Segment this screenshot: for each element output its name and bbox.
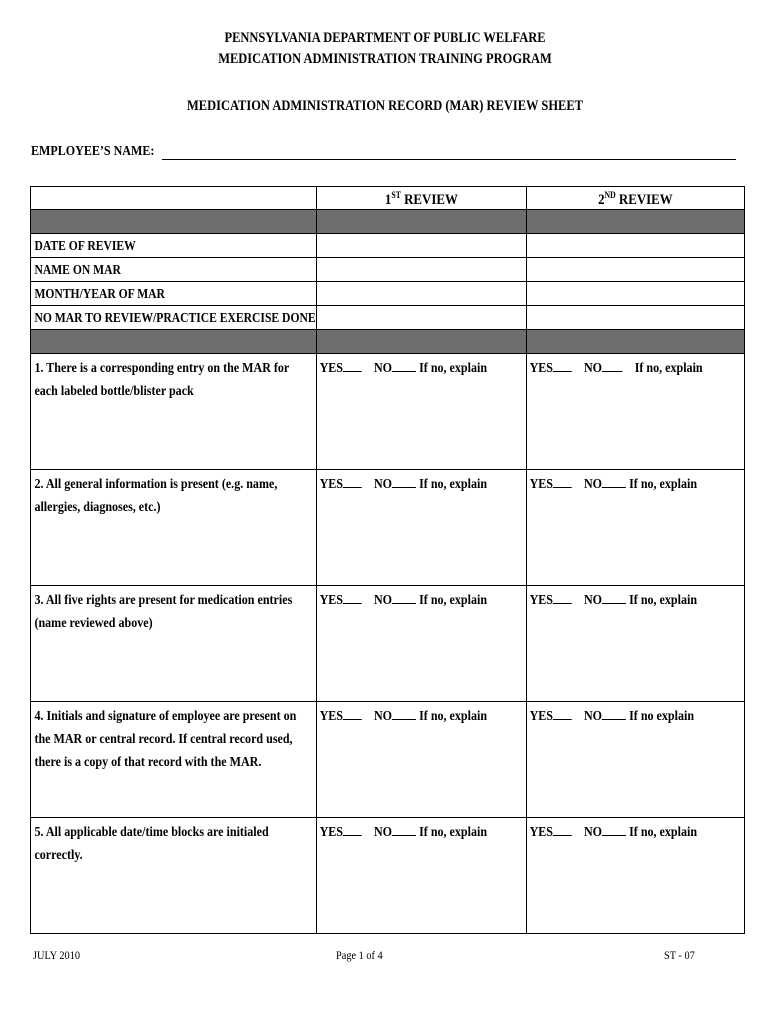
document-subtitle: MEDICATION ADMINISTRATION RECORD (MAR) REVIEW SHEET — [187, 98, 583, 114]
second-review-answer[interactable]: YES NO If no, explain — [527, 470, 745, 586]
footer-date: JULY 2010 — [33, 948, 81, 962]
second-review-answer[interactable]: YES NO If no explain — [527, 702, 745, 818]
shaded-divider-row — [31, 330, 745, 354]
footer-page-number: Page 1 of 4 — [336, 948, 383, 962]
first-review-cell[interactable] — [317, 282, 527, 306]
footer-form-code: ST - 07 — [664, 948, 695, 962]
first-review-answer[interactable]: YES NO If no, explain — [317, 586, 527, 702]
first-review-cell[interactable] — [317, 258, 527, 282]
first-review-cell[interactable] — [317, 234, 527, 258]
second-review-header: 2ND REVIEW — [527, 187, 745, 210]
document-header — [54, 28, 716, 70]
first-review-answer[interactable]: YES NO If no, explain — [317, 354, 527, 470]
page-footer — [0, 948, 770, 968]
info-row — [31, 258, 745, 282]
first-review-answer[interactable]: YES NO If no, explain — [317, 702, 527, 818]
question-row — [31, 586, 745, 702]
table-header-row — [31, 187, 745, 210]
question-text: 3. All five rights are present for medication entries (name reviewed above) — [34, 593, 293, 631]
info-row-label: NO MAR TO REVIEW/PRACTICE EXERCISE DONE — [34, 309, 316, 325]
info-row-label: DATE OF REVIEW — [34, 237, 136, 253]
question-text: 4. Initials and signature of employee are present on the MAR or central record. If central record used, there is a copy of that record with the MAR. — [34, 709, 297, 770]
question-row — [31, 702, 745, 818]
question-text: 5. All applicable date/time blocks are initialed correctly. — [34, 825, 269, 863]
question-row — [31, 818, 745, 934]
header-line-1: PENNSYLVANIA DEPARTMENT OF PUBLIC WELFARE — [224, 30, 546, 46]
employee-name-label: EMPLOYEE’S NAME: — [31, 144, 155, 159]
info-row — [31, 282, 745, 306]
second-review-cell[interactable] — [527, 234, 745, 258]
question-row — [31, 470, 745, 586]
first-review-cell[interactable] — [317, 306, 527, 330]
employee-name-field[interactable] — [162, 145, 737, 160]
second-review-cell[interactable] — [527, 306, 745, 330]
question-text: 2. All general information is present (e.g. name, allergies, diagnoses, etc.) — [34, 477, 278, 515]
second-review-answer[interactable]: YES NO If no, explain — [527, 818, 745, 934]
info-row-label: NAME ON MAR — [34, 261, 121, 277]
mar-review-table — [30, 186, 745, 934]
header-blank-cell — [31, 187, 317, 210]
second-review-cell[interactable] — [527, 282, 745, 306]
info-row — [31, 234, 745, 258]
first-review-header: 1ST REVIEW — [317, 187, 527, 210]
info-row — [31, 306, 745, 330]
question-row — [31, 354, 745, 470]
first-review-answer[interactable]: YES NO If no, explain — [317, 470, 527, 586]
question-text: 1. There is a corresponding entry on the MAR for each labeled bottle/blister pack — [34, 361, 290, 399]
info-row-label: MONTH/YEAR OF MAR — [34, 285, 165, 301]
second-review-answer[interactable]: YES NO If no, explain — [527, 354, 745, 470]
first-review-answer[interactable]: YES NO If no, explain — [317, 818, 527, 934]
header-line-2: MEDICATION ADMINISTRATION TRAINING PROGRAM — [218, 51, 552, 67]
shaded-divider-row — [31, 210, 745, 234]
second-review-cell[interactable] — [527, 258, 745, 282]
second-review-answer[interactable]: YES NO If no, explain — [527, 586, 745, 702]
employee-name-row — [31, 144, 736, 160]
